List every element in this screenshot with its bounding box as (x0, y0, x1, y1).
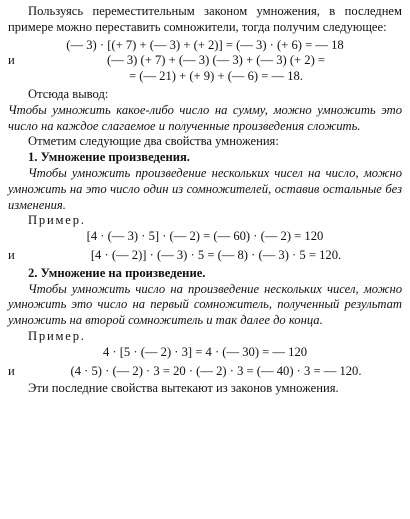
formula-row-2b (8, 69, 402, 85)
properties-intro: Отметим следующие два свойства умножения: (28, 134, 279, 149)
formula-example-1b: [4 · (— 2)] · (— 3) · 5 = (— 8) · (— 3) · 5 = 120. (90, 247, 342, 262)
formula-distributive-sum: (— 3) · [(+ 7) + (— 3) + (+ 2)] = (— 3) · (+ 6) = — 18 (66, 37, 344, 52)
formula-example-1a: [4 · (— 3) · 5] · (— 2) = (— 60) · (— 2) = 120 (86, 229, 324, 244)
example-label-1: Пример. (28, 213, 86, 228)
example-label-2: Пример. (28, 328, 86, 343)
conjunction-and: и (8, 363, 15, 378)
heading-multiply-by-product: 2. Умножение на произведение. (28, 265, 206, 280)
formula-row-4 (8, 248, 402, 264)
formula-row-5 (8, 345, 402, 361)
conclusion-label: Отсюда вывод: (28, 86, 109, 101)
formula-row-3 (8, 229, 402, 245)
conjunction-and: и (8, 247, 15, 262)
conjunction-and: и (8, 53, 15, 68)
heading-product-multiplication: 1. Умножение произведения. (28, 150, 190, 165)
formula-example-2a: 4 · [5 · (— 2) · 3] = 4 · (— 30) = — 120 (102, 344, 308, 359)
formula-row-6 (8, 364, 402, 380)
formula-expanded-line-2: = (— 21) + (+ 9) + (— 6) = — 18. (128, 69, 304, 84)
closing-paragraph: Эти последние свойства вытекают из законов умножения. (28, 381, 339, 396)
formula-example-2b: (4 · 5) · (— 2) · 3 = 20 · (— 2) · 3 = (— 40) · 3 = — 120. (70, 363, 362, 378)
formula-row-1 (8, 38, 402, 54)
intro-paragraph: Пользуясь переместительным законом умножения, в последнем примере можно переставить сомножители, тогда получим следующее: (8, 4, 402, 34)
rule-multiply-by-product: Чтобы умножить число на произведение нескольких чисел, можно умножить это число на первый сомножитель, полученный результат умножить на второй сомножитель и так далее до конца. (8, 281, 402, 328)
rule-multiply-by-sum: Чтобы умножить какое-либо число на сумму, можно умножить это число на каждое слагаемое и полученные произведения сложить. (8, 102, 402, 133)
formula-expanded-line-1: (— 3) (+ 7) + (— 3) (— 3) + (— 3) (+ 2) = (106, 53, 326, 68)
formula-row-2a (8, 53, 402, 69)
rule-product-multiplication: Чтобы умножить произведение нескольких чисел на число, можно умножить на это число один из сомножителей, оставив остальные без изменения. (8, 165, 402, 212)
